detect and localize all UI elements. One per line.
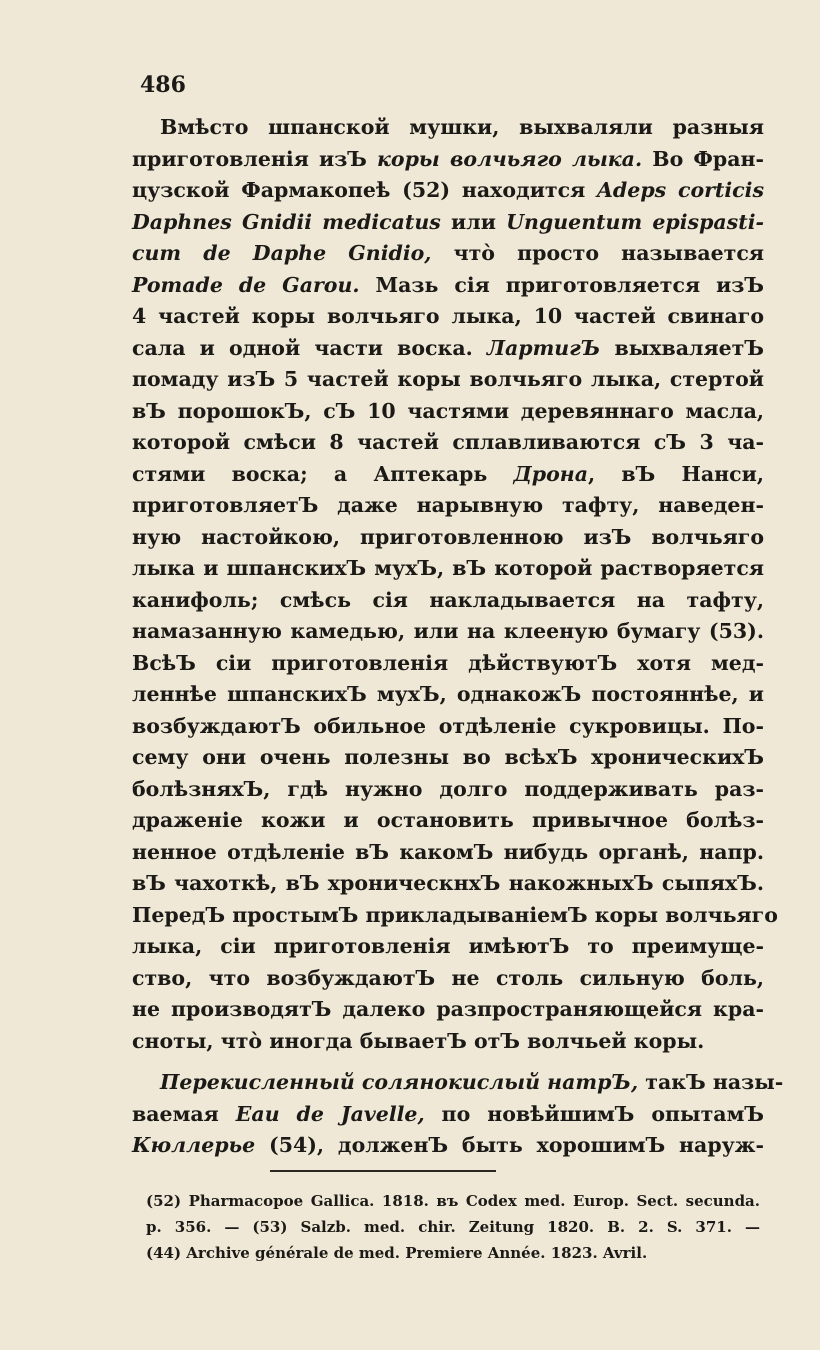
text-line: вЪ порошокЪ, сЪ 10 частями деревяннаго масла,	[132, 398, 764, 423]
text-line: сала и одной части воска. ЛартигЪ выхваляетЪ	[132, 335, 764, 360]
text-line: ваемая Eau de Javelle, по новѣйшимЪ опытамЪ	[132, 1101, 764, 1126]
text-line: намазанную камедью, или на клееную бумагу (53).	[132, 619, 764, 643]
text-line: цузской Фармакопеѣ (52) находится Adeps corticis	[132, 178, 764, 202]
text-line: леннѣе шпанскихЪ мухЪ, однакожЪ постояннѣе, и	[132, 682, 764, 706]
paragraph-gap	[132, 1057, 764, 1067]
text-line: не производятЪ далеко разпространяющейся кра-	[132, 997, 764, 1021]
text-line: помаду изЪ 5 частей коры волчьяго лыка, стертой	[132, 367, 764, 391]
body-text	[132, 112, 784, 1162]
text-line: ВсѣЪ сіи приготовленія дѣйствуютЪ хотя мед-	[132, 650, 764, 675]
text-line: ПередЪ простымЪ прикладываніемЪ коры волчьяго	[132, 902, 778, 927]
text-line: Кюллерье (54), долженЪ быть хорошимЪ наруж-	[132, 1133, 764, 1157]
text-line: 4 частей коры волчьяго лыка, 10 частей свинаго	[132, 304, 764, 328]
text-line: сему они очень полезны во всѣхЪ хроническихЪ	[132, 745, 764, 769]
footnote-line: p. 356. — (53) Salzb. med. chir. Zeitung 1820. B. 2. S. 371. —	[146, 1218, 760, 1236]
text-line: ство, что возбуждаютЪ не столь сильную боль,	[132, 965, 764, 990]
text-line: которой смѣси 8 частей сплавливаются сЪ 3 ча-	[132, 430, 764, 454]
text-line: лыка и шпанскихЪ мухЪ, вЪ которой растворяется	[132, 556, 764, 580]
text-line: приготовленія изЪ коры волчьяго лыка. Во Фран-	[132, 146, 764, 171]
page-number: 486	[140, 72, 186, 98]
text-line: сноты, чтò иногда бываетЪ отЪ волчьей коры.	[132, 1028, 705, 1053]
text-line: вЪ чахоткѣ, вЪ хроническнхЪ накожныхЪ сыпяхЪ.	[132, 871, 764, 895]
text-line: канифоль; смѣсь сія накладывается на тафту,	[132, 587, 764, 612]
footnotes	[146, 1188, 760, 1266]
footnote-line: (44) Archive générale de med. Premiere Année. 1823. Avril.	[146, 1244, 648, 1262]
footnote-line: (52) Pharmacopoe Gallica. 1818. въ Codex med. Europ. Sect. secunda.	[146, 1192, 760, 1210]
text-line: ную настойкою, приготовленною изЪ волчьяго	[132, 524, 764, 549]
text-line: приготовляетЪ даже нарывную тафту, наведен-	[132, 493, 764, 517]
text-line: Перекисленный солянокислый натрЪ, такЪ назы-	[160, 1070, 784, 1094]
text-line: Pomade de Garou. Мазь сія приготовляется изЪ	[132, 272, 764, 297]
text-line: cum de Daphe Gnidio, чтò просто называется	[132, 241, 765, 265]
text-line: ненное отдѣленіе вЪ какомЪ нибудь органѣ, напр.	[132, 839, 764, 864]
text-line: драженіе кожи и остановить привычное болѣз-	[132, 808, 764, 832]
text-line: Вмѣсто шпанской мушки, выхваляли разныя	[160, 115, 764, 139]
text-line: возбуждаютЪ обильное отдѣленіе сукровицы. По-	[132, 713, 764, 738]
text-line: стями воска; а Аптекарь Дрона, вЪ Нанси,	[132, 461, 764, 486]
text-line: Daphnes Gnidii medicatus или Unguentum epispasti-	[132, 209, 764, 234]
text-line: лыка, сіи приготовленія имѣютЪ то преимуще-	[132, 934, 764, 958]
text-line: болѣзняхЪ, гдѣ нужно долго поддерживать раз-	[132, 776, 764, 801]
footnote-rule	[270, 1170, 496, 1172]
